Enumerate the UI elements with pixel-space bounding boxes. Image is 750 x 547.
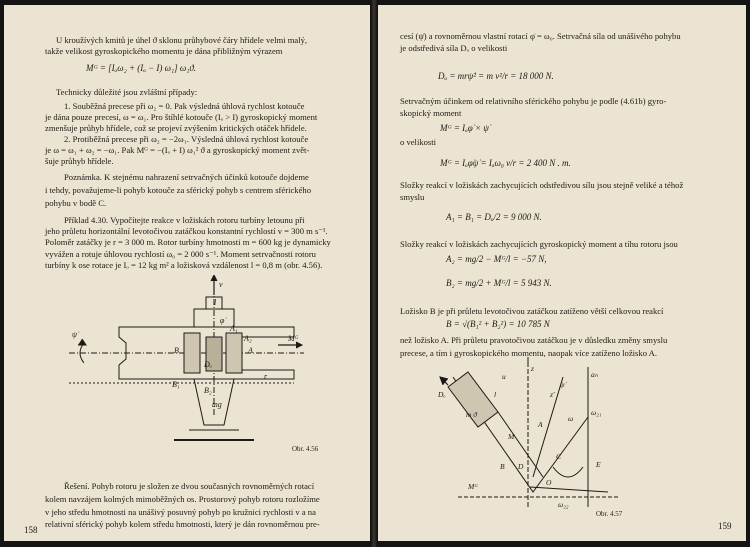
left-text-line-3: Technicky důležité jsou zvláštní případy:	[56, 87, 198, 97]
fig56-label-psi: ψ̇	[72, 330, 77, 339]
left-text-line-7: 2. Protiběžná precese při ω₂ = −2ω₁. Výsledná úhlová rychlost kotouče	[64, 134, 309, 144]
right-text-line-5: o velikosti	[400, 137, 437, 147]
right-text-line-3: Setrvačným účinkem od relativního sférického pohybu je podle (4.61b) gyro-	[400, 96, 667, 106]
left-text-line-15: Poloměr zatáčky je r = 3 000 m. Rotor turbíny hmotnosti m = 600 kg je dynamicky	[45, 237, 331, 247]
figure-4-56-caption: Obr. 4.56	[292, 445, 319, 453]
left-text-line-11: i tehdy, považujeme-li pohyb kotouče za sférický pohyb s centrem sférického	[45, 185, 311, 195]
fig56-label-b1: B₁	[172, 380, 180, 389]
fig56-label-mg-weight: mg	[212, 400, 222, 409]
right-text-line-2: je odstředivá síla Dₒ o velikosti	[400, 43, 508, 53]
left-text-line-6: zmenšuje průhyb hřídele, což se projeví zvýšením kritických otáček hřídele.	[45, 123, 307, 133]
right-text-line-11: precese, a tím i gyroskopického momentu, naopak více zatíženo ložisko A.	[400, 348, 658, 358]
fig57-label-d: D	[518, 462, 524, 471]
fig56-label-b: B	[174, 346, 179, 355]
equation-gyro-moment: Mᴳ = [Iₒω₂ + (Iₒ − I) ω₁] ω₁ϑ.	[86, 63, 197, 73]
fig56-label-l: l	[214, 298, 217, 307]
right-text-line-1: cesí (ψ̇) a rovnoměrnou vlastní rotací φ̇ = ω₀. Setrvačná síla od unášivého pohybu	[400, 31, 681, 41]
left-text-line-9: šuje průhyb hřídele.	[45, 156, 114, 166]
left-page	[4, 5, 370, 541]
fig57-label-mg: m ϑ	[466, 410, 477, 419]
left-text-line-4: 1. Souběžná precese při ω₂ = 0. Pak výsledná úhlová rychlost kotouče	[64, 101, 305, 111]
fig56-label-phi: φ̇	[220, 316, 225, 325]
left-text-line-19: kolem navzájem kolmých mimoběžných os. Prostorový pohyb rotoru rozložíme	[45, 494, 320, 504]
fig56-label-b2: B₂	[204, 386, 212, 395]
right-text-line-10: než ložisko A. Při průletu pravotočivou zatáčkou je v důsledku změny smyslu	[400, 335, 668, 345]
left-text-line-18: Řešení. Pohyb rotoru je složen ze dvou současných rovnoměrných rotací	[64, 481, 315, 491]
left-text-line-2: takže velikost gyroskopického momentu je dána přibližným výrazem	[45, 46, 283, 56]
right-text-line-6: Složky reakcí v ložiskách zachycujících odstředivou sílu jsou stejně veliké a téhož	[400, 180, 684, 190]
fig57-label-psi: ψ̇	[560, 380, 565, 389]
fig57-label-c: C	[556, 452, 562, 461]
left-text-line-12: pohybu v bodě C.	[45, 198, 107, 208]
left-text-line-14: jeho průletu horizontální levotočivou zatáčkou konstantní rychlostí v = 300 m s⁻¹.	[45, 226, 328, 236]
fig57-label-e: E	[596, 460, 601, 469]
left-text-line-10: Poznámka. K stejnému nahrazení setrvačných účinků kotouče dojdeme	[64, 172, 309, 182]
left-text-line-1: U kroužívých kmitů je úhel ϑ sklonu průhybové čáry hřídele velmi malý,	[56, 35, 308, 45]
fig57-label-z: z	[531, 364, 534, 373]
right-equation-5: A₂ = mg/2 − Mᴳ/l = −57 N,	[446, 254, 547, 264]
left-text-line-21: relativní sférický pohyb kolem středu hmotnosti, který je dán rovnoměrnou pre-	[45, 519, 320, 529]
fig56-label-r: r	[264, 372, 268, 381]
left-text-line-20: v jeho středu hmotnosti na unášivý posuvný pohyb po kružnici rychlosti v a na	[45, 507, 316, 517]
figure-4-57-caption: Obr. 4.57	[596, 510, 623, 518]
right-equation-6: B₂ = mg/2 + Mᴳ/l = 5 943 N.	[446, 278, 552, 288]
fig56-label-a2: A₂	[244, 334, 252, 343]
right-text-line-4: skopický moment	[400, 108, 462, 118]
book-gutter	[370, 0, 378, 547]
fig56-label-a1: A₁	[230, 324, 238, 333]
right-page	[378, 5, 746, 541]
fig57-label-d0: Dₒ	[438, 390, 446, 399]
left-text-line-13: Příklad 4.30. Vypočítejte reakce v ložiskách rotoru turbíny letounu při	[64, 215, 305, 225]
right-equation-7: B = √(B₁² + B₂²) = 10 785 N	[446, 319, 550, 329]
fig56-label-d0: Dₒ	[204, 360, 213, 369]
fig56-label-mg: Mᴳ	[288, 334, 299, 343]
figure-4-57	[438, 357, 628, 517]
fig57-label-zp: z'	[550, 390, 555, 399]
fig57-label-w: ω	[568, 414, 574, 423]
fig57-label-b: B	[500, 462, 505, 471]
left-text-line-8: je ω = ω₁ + ω₂ = −ω₁. Pak Mᴳ = −(Iₒ + I) ω₁² ϑ a gyroskopický moment zvět-	[45, 145, 310, 155]
fig57-label-mg-vec: Mᴳ	[468, 482, 478, 491]
right-equation-2: Mᴳ = Iₒφ̇ × ψ̇	[440, 123, 489, 133]
fig57-label-u: u	[502, 372, 506, 381]
right-text-line-8: Složky reakcí v ložiskách zachycujících gyroskopický moment a tíhu rotoru jsou	[400, 239, 678, 249]
right-equation-4: A₁ = B₁ = Dₒ/2 = 9 000 N.	[446, 212, 542, 222]
page-number-left: 158	[24, 525, 38, 535]
right-equation-1: Dₒ = mrψ̇² = m v²/r = 18 000 N.	[438, 71, 554, 81]
fig57-label-l: l	[494, 390, 497, 399]
right-text-line-9: Ložisko B je při průletu levotočivou zatáčkou zatíženo větší celkovou reakcí	[400, 306, 664, 316]
left-text-line-5: je dána pouze precesí, ω = ω₁. Pro štíhlé kotouče (Iₒ > I) gyroskopický moment	[45, 112, 318, 122]
fig56-label-a: A	[248, 346, 253, 355]
right-equation-3: Mᴳ = Iₒφ̇ψ̇ = Iₒω₀ v/r = 2 400 N . m.	[440, 158, 571, 168]
figure-4-56	[64, 275, 324, 460]
left-text-line-17: turbíny k ose rotace je Iₒ = 12 kg m² a ložisková vzdálenost l = 0,8 m (obr. 4.56).	[45, 260, 323, 270]
fig57-label-m: M	[508, 432, 515, 441]
right-text-line-7: smyslu	[400, 192, 425, 202]
fig57-label-a: aₕ	[591, 370, 598, 379]
page-number-right: 159	[718, 521, 732, 531]
left-text-line-16: vyvážen a rotuje úhlovou rychlostí ω₀ = 2 000 s⁻¹. Moment setrvačnosti rotoru	[45, 249, 316, 259]
fig57-label-w21: ω₂₁	[591, 408, 602, 417]
fig57-label-o: O	[546, 478, 552, 487]
fig57-label-w22: ω₂₂	[558, 500, 569, 509]
fig56-label-v: v	[219, 280, 223, 289]
fig57-label-amark: A	[538, 420, 543, 429]
